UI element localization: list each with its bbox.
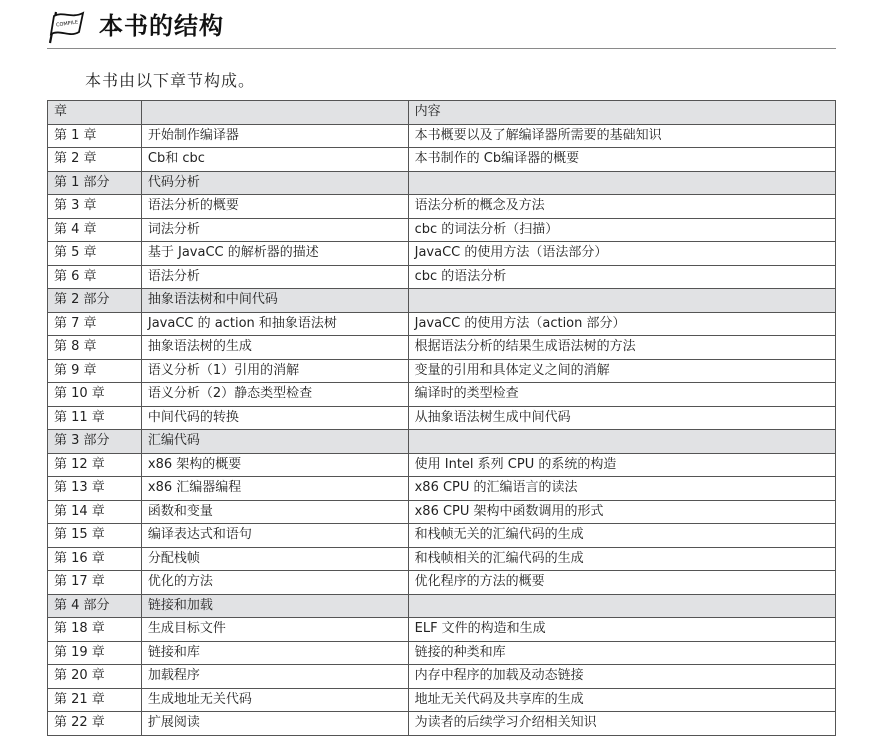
header-chapter: 章 [48, 101, 142, 125]
table-row [48, 712, 836, 736]
title-cell: x86 架构的概要 [141, 453, 408, 477]
chapter-cell: 第 1 章 [48, 124, 142, 148]
chapter-cell: 第 3 部分 [48, 430, 142, 454]
chapter-cell: 第 1 部分 [48, 171, 142, 195]
title-cell: 函数和变量 [141, 500, 408, 524]
table-row [48, 688, 836, 712]
content-cell [408, 594, 835, 618]
table-row [48, 359, 836, 383]
title-cell: 抽象语法树的生成 [141, 336, 408, 360]
table-header-row [48, 101, 836, 125]
title-cell: 基于 JavaCC 的解析器的描述 [141, 242, 408, 266]
content-cell: 本书制作的 Cb编译器的概要 [408, 148, 835, 172]
flag-icon [47, 10, 91, 44]
table-row [48, 665, 836, 689]
content-cell [408, 171, 835, 195]
title-cell: JavaCC 的 action 和抽象语法树 [141, 312, 408, 336]
title-cell: x86 汇编器编程 [141, 477, 408, 501]
chapter-cell: 第 4 章 [48, 218, 142, 242]
table-row [48, 383, 836, 407]
chapter-cell: 第 19 章 [48, 641, 142, 665]
title-cell: 语义分析（2）静态类型检查 [141, 383, 408, 407]
table-row [48, 312, 836, 336]
header-content: 内容 [408, 101, 835, 125]
chapter-table [47, 100, 836, 736]
content-cell: 语法分析的概念及方法 [408, 195, 835, 219]
content-cell: cbc 的词法分析（扫描） [408, 218, 835, 242]
table-row [48, 618, 836, 642]
chapter-cell: 第 4 部分 [48, 594, 142, 618]
title-cell: 扩展阅读 [141, 712, 408, 736]
chapter-cell: 第 11 章 [48, 406, 142, 430]
table-row [48, 571, 836, 595]
chapter-cell: 第 12 章 [48, 453, 142, 477]
content-cell: 内存中程序的加载及动态链接 [408, 665, 835, 689]
title-cell: 中间代码的转换 [141, 406, 408, 430]
table-row [48, 547, 836, 571]
chapter-cell: 第 16 章 [48, 547, 142, 571]
title-cell: 词法分析 [141, 218, 408, 242]
content-cell: 变量的引用和具体定义之间的消解 [408, 359, 835, 383]
chapter-cell: 第 17 章 [48, 571, 142, 595]
table-row [48, 265, 836, 289]
content-cell: 为读者的后续学习介绍相关知识 [408, 712, 835, 736]
content-cell: 地址无关代码及共享库的生成 [408, 688, 835, 712]
chapter-cell: 第 21 章 [48, 688, 142, 712]
chapter-cell: 第 18 章 [48, 618, 142, 642]
section-heading [47, 6, 836, 49]
part-row [48, 430, 836, 454]
content-cell: JavaCC 的使用方法（action 部分） [408, 312, 835, 336]
content-cell: 优化程序的方法的概要 [408, 571, 835, 595]
table-row [48, 218, 836, 242]
title-cell: 抽象语法树和中间代码 [141, 289, 408, 313]
chapter-cell: 第 10 章 [48, 383, 142, 407]
chapter-cell: 第 14 章 [48, 500, 142, 524]
title-cell: 链接和库 [141, 641, 408, 665]
table-row [48, 477, 836, 501]
chapter-cell: 第 22 章 [48, 712, 142, 736]
chapter-cell: 第 3 章 [48, 195, 142, 219]
title-cell: 优化的方法 [141, 571, 408, 595]
intro-text: 本书由以下章节构成。 [85, 71, 256, 90]
part-row [48, 594, 836, 618]
table-row [48, 195, 836, 219]
title-cell: Cb和 cbc [141, 148, 408, 172]
table-body [48, 124, 836, 735]
title-cell: 编译表达式和语句 [141, 524, 408, 548]
content-cell: JavaCC 的使用方法（语法部分） [408, 242, 835, 266]
content-cell: 使用 Intel 系列 CPU 的系统的构造 [408, 453, 835, 477]
table-row [48, 406, 836, 430]
chapter-cell: 第 15 章 [48, 524, 142, 548]
flag-icon-text: COMPILE [55, 19, 79, 29]
content-cell: x86 CPU 架构中函数调用的形式 [408, 500, 835, 524]
content-cell: 和栈帧相关的汇编代码的生成 [408, 547, 835, 571]
section-title: 本书的结构 [99, 12, 224, 40]
chapter-cell: 第 9 章 [48, 359, 142, 383]
content-cell: 编译时的类型检查 [408, 383, 835, 407]
content-cell: x86 CPU 的汇编语言的读法 [408, 477, 835, 501]
chapter-cell: 第 8 章 [48, 336, 142, 360]
chapter-cell: 第 2 部分 [48, 289, 142, 313]
content-cell: 和栈帧无关的汇编代码的生成 [408, 524, 835, 548]
title-cell: 语义分析（1）引用的消解 [141, 359, 408, 383]
content-cell [408, 430, 835, 454]
part-row [48, 289, 836, 313]
table-row [48, 242, 836, 266]
title-cell: 生成地址无关代码 [141, 688, 408, 712]
table-row [48, 641, 836, 665]
content-cell: 根据语法分析的结果生成语法树的方法 [408, 336, 835, 360]
content-cell: 从抽象语法树生成中间代码 [408, 406, 835, 430]
title-cell: 加载程序 [141, 665, 408, 689]
table-row [48, 148, 836, 172]
content-cell: 链接的种类和库 [408, 641, 835, 665]
table-row [48, 124, 836, 148]
title-cell: 生成目标文件 [141, 618, 408, 642]
chapter-cell: 第 2 章 [48, 148, 142, 172]
chapter-cell: 第 5 章 [48, 242, 142, 266]
table-row [48, 500, 836, 524]
title-cell: 代码分析 [141, 171, 408, 195]
title-cell: 分配栈帧 [141, 547, 408, 571]
content-cell: ELF 文件的构造和生成 [408, 618, 835, 642]
table-row [48, 524, 836, 548]
chapter-cell: 第 6 章 [48, 265, 142, 289]
chapter-cell: 第 20 章 [48, 665, 142, 689]
chapter-cell: 第 7 章 [48, 312, 142, 336]
title-cell: 汇编代码 [141, 430, 408, 454]
content-cell: cbc 的语法分析 [408, 265, 835, 289]
title-cell: 链接和加载 [141, 594, 408, 618]
header-title [141, 101, 408, 125]
title-cell: 语法分析 [141, 265, 408, 289]
title-cell: 语法分析的概要 [141, 195, 408, 219]
title-cell: 开始制作编译器 [141, 124, 408, 148]
content-cell: 本书概要以及了解编译器所需要的基础知识 [408, 124, 835, 148]
chapter-cell: 第 13 章 [48, 477, 142, 501]
table-row [48, 336, 836, 360]
table-row [48, 453, 836, 477]
part-row [48, 171, 836, 195]
content-cell [408, 289, 835, 313]
